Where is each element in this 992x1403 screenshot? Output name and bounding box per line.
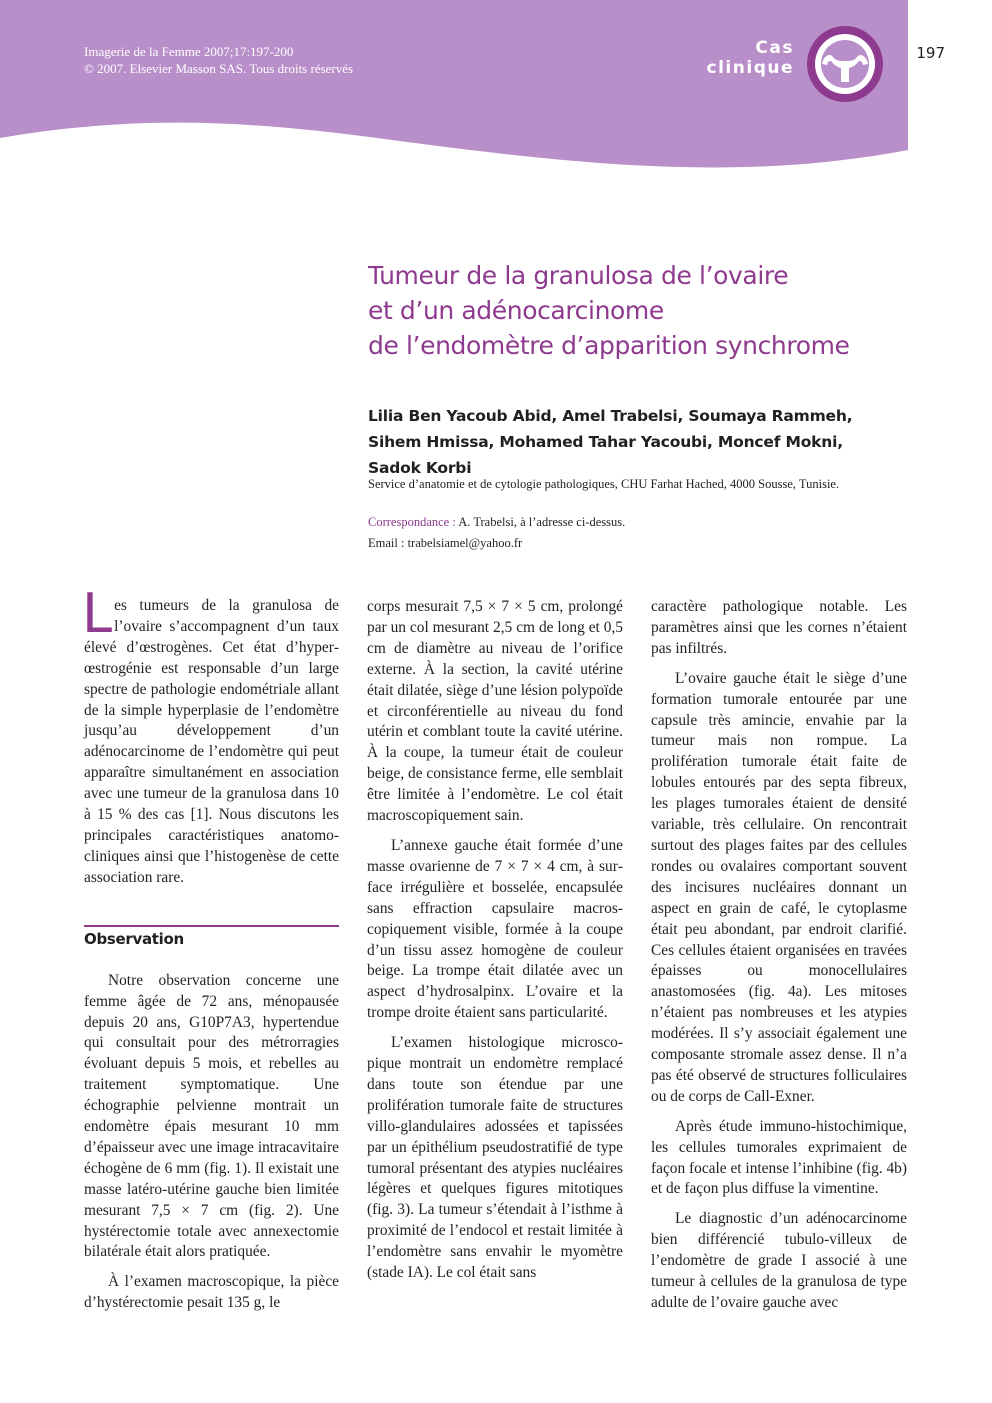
- author-list: [368, 403, 928, 481]
- uterus-icon: [805, 24, 885, 104]
- paragraph: L’ovaire gauche était le siège d’une formation tumorale entourée par une capsule très amincie, envahie par la tumeur mais non rompue. La prolifération tumorale était faite de lobules entourés par des septa fibreux, les plages tumorales étaient de densité variable, très cellulaire. On rencontrait surtout des plages faites par des cellules rondes ou ovalaires comportant souvent des incisures nucléaires donnant un aspect en grain de café, le cytoplasme était peu abondant, par endroit clarifié. Ces cellules étaient organisées en travées épaisses ou monocellulaires anastomosées (fig. 4a). Les mitoses n’étaient pas nombreuses et les atypies modérées. Il s’y associait également une composante stromale assez dense. Il n’a pas été observé de structures folliculaires ou de corps de Call-Exner.: [651, 669, 907, 1105]
- body-column-1: [82, 582, 339, 1314]
- header-banner: [0, 0, 908, 190]
- correspondence-text: A. Trabelsi, à l’adresse ci-dessus.: [458, 515, 626, 529]
- correspondence-label: Correspondance :: [368, 515, 456, 529]
- article-title: [368, 258, 928, 363]
- paragraph: Après étude immuno-histochimique, les cellules tumorales exprimaient de façon focale et intense l’inhibine (fig. 4b) et de façon plus diffuse la vimentine.: [651, 1117, 907, 1198]
- copyright-notice: © 2007. Elsevier Masson SAS. Tous droits réservés: [84, 61, 354, 76]
- banner-wave-shape: [0, 0, 908, 190]
- intro-text: es tumeurs de la granulosa de l’ovaire s’accompagnent d’un taux élevé d’œstrogènes. Cet état d’hyperœstrogénie est responsable d’un large spectre de pathologie endométriale allant de la simple hyperplasie de l’endomètre jusqu’au développement d’un adénocarcinome de l’endomètre qui peut apparaître simultanément en association avec une tumeur de la granulosa dans 10 à 15 % des cas [1]. Nous discutons les principales caractéristiques anatomo-cliniques ainsi que l’histogenèse de cette association rare.: [84, 597, 339, 886]
- correspondence-line: [368, 512, 928, 533]
- author-line: Sadok Korbi: [368, 459, 472, 477]
- body-column-3: [651, 597, 907, 1314]
- affiliation: Service d’anatomie et de cytologie pathologiques, CHU Farhat Hached, 4000 Sousse, Tunisie.: [368, 477, 840, 491]
- author-line: Sihem Hmissa, Mohamed Tahar Yacoubi, Moncef Mokni,: [368, 433, 843, 451]
- intro-paragraph: [82, 582, 339, 889]
- section-divider: [84, 925, 339, 927]
- title-line: de l’endomètre d’apparition synchrome: [368, 331, 850, 360]
- section-badge: [805, 24, 885, 104]
- paragraph: À l’examen macroscopique, la pièce d’hystérectomie pesait 135 g, le: [84, 1273, 339, 1312]
- email-line: Email : trabelsiamel@yahoo.fr: [368, 536, 523, 550]
- title-line: et d’un adénocarcinome: [368, 296, 664, 325]
- observation-heading: Observation: [84, 929, 184, 948]
- journal-reference: Imagerie de la Femme 2007;17:197-200: [84, 44, 294, 59]
- paragraph: L’examen histologique microscopique montrait un endomètre remplacé dans toute son étendue par une prolifération tumorale faite de structures villo-glandulaires adossées et tapissées par un épithélium pseudostratifié de type tumoral présentant des atypies nucléaires légères et quelques figures mitotiques (fig. 3). La tumeur s’étendait à l’isthme à proximité de l’endocol et restait limitée à l’endomètre sans envahir le myomètre (stade IA). Le col était sans: [367, 1034, 623, 1282]
- paragraph: Notre observation concerne une femme âgée de 72 ans, ménopausée depuis 20 ans, G10P7A3, hypertendue qui consultait pour des métrorragies évoluant depuis 5 mois, et rebelles au traitement symptomatique. Une échographie pelvienne montrait un endomètre épais mesurant 10 mm d’épaisseur avec une image intracavitaire échogène de 6 mm (fig. 1). Il existait une masse latéro-utérine gauche bien limitée mesurant 7,5 × 7 cm (fig. 2). Une hystérectomie totale avec annexectomie bilatérale était alors pratiquée.: [84, 971, 339, 1261]
- correspondence-block: [368, 512, 928, 554]
- paragraph: Le diagnostic d’un adénocarcinome bien différencié tubulo-villeux de l’endomètre de grade I associé à une tumeur à cellules de la granulosa de type adulte de l’ovaire gauche avec: [651, 1210, 907, 1311]
- section-label: Cas clinique: [706, 38, 794, 78]
- paragraph: caractère pathologique notable. Les paramètres ainsi que les cornes n’étaient pas infiltrés.: [651, 598, 907, 657]
- drop-cap: L: [82, 582, 113, 645]
- journal-citation: [84, 43, 353, 77]
- author-line: Lilia Ben Yacoub Abid, Amel Trabelsi, Soumaya Rammeh,: [368, 407, 853, 425]
- paragraph: corps mesurait 7,5 × 7 × 5 cm, prolongé par un col mesurant 2,5 cm de long et 0,5 cm de diamètre au niveau de l’orifice externe. À la section, la cavité utérine était dilatée, siège d’une lésion polypoïde et circonférentielle au niveau du fond utérin et comblant toute la cavité utérine. À la coupe, la tumeur était de couleur beige, de consistance ferme, elle semblait être limitée à l’endomètre. Le col était macroscopiquement sain.: [367, 598, 623, 825]
- body-column-2: [367, 597, 623, 1284]
- title-line: Tumeur de la granulosa de l’ovaire: [368, 261, 789, 290]
- page-number: 197: [916, 44, 945, 62]
- paragraph: L’annexe gauche était formée d’une masse ovarienne de 7 × 7 × 4 cm, à surface irrégulière et bosselée, encapsulée sans effraction capsulaire macroscopiquement visible, formée à la coupe d’un tissu assez homogène de couleur beige. La trompe était dilatée avec un aspect d’hydrosalpinx. L’ovaire et la trompe droite étaient sans particularité.: [367, 836, 623, 1022]
